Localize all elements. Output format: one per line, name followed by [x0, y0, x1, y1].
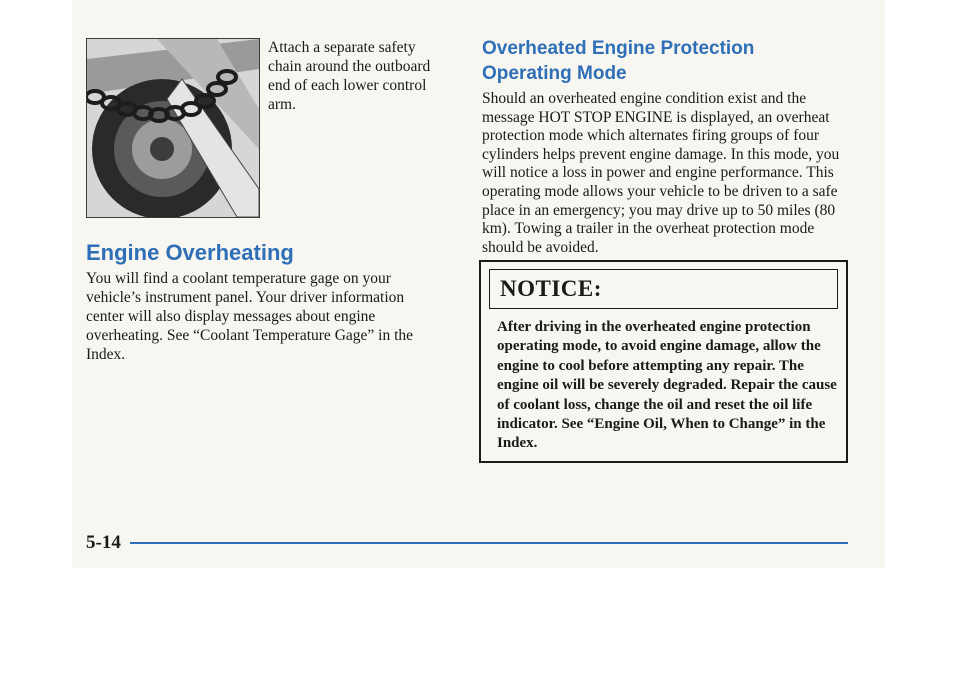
- engine-overheating-text: You will find a coolant temperature gage on your vehicle’s instrument panel. Your driver information center will also display messages about engine overheating. See “Coolant Temperature Gage” in the Index.: [86, 270, 414, 363]
- notice-box: [479, 260, 848, 463]
- safety-chain-illustration: [86, 38, 260, 218]
- footer-rule: [130, 542, 848, 544]
- notice-title-frame: [489, 269, 838, 309]
- overheated-protection-heading: Overheated Engine Protection Operating Mode: [482, 38, 755, 84]
- notice-text: After driving in the overheated engine protection operating mode, to avoid engine damage, allow the engine to cool before attempting any repair. The engine oil will be severely degraded. Repair the cause of coolant loss, change the oil and reset the oil life indicator. See “Engine Oil, When to Change” in the Index.: [497, 319, 837, 452]
- notice-title: NOTICE:: [500, 276, 602, 301]
- wheel-chain-drawing: [87, 39, 259, 217]
- overheated-protection-text: Should an overheated engine condition exist and the message HOT STOP ENGINE is displayed, an overheat protection mode which alternates firing groups of four cylinders helps prevent engine damage. In this mode, you will notice a loss in power and engine performance. This operating mode allows your vehicle to be driven to a safe place in an emergency; you may drive up to 50 miles (80 km). Towing a trailer in the overheat protection mode should be avoided.: [482, 90, 840, 256]
- illustration-caption: Attach a separate safety chain around the outboard end of each lower control arm.: [268, 39, 431, 113]
- engine-overheating-heading: Engine Overheating: [86, 240, 294, 265]
- page-number: 5-14: [86, 532, 121, 553]
